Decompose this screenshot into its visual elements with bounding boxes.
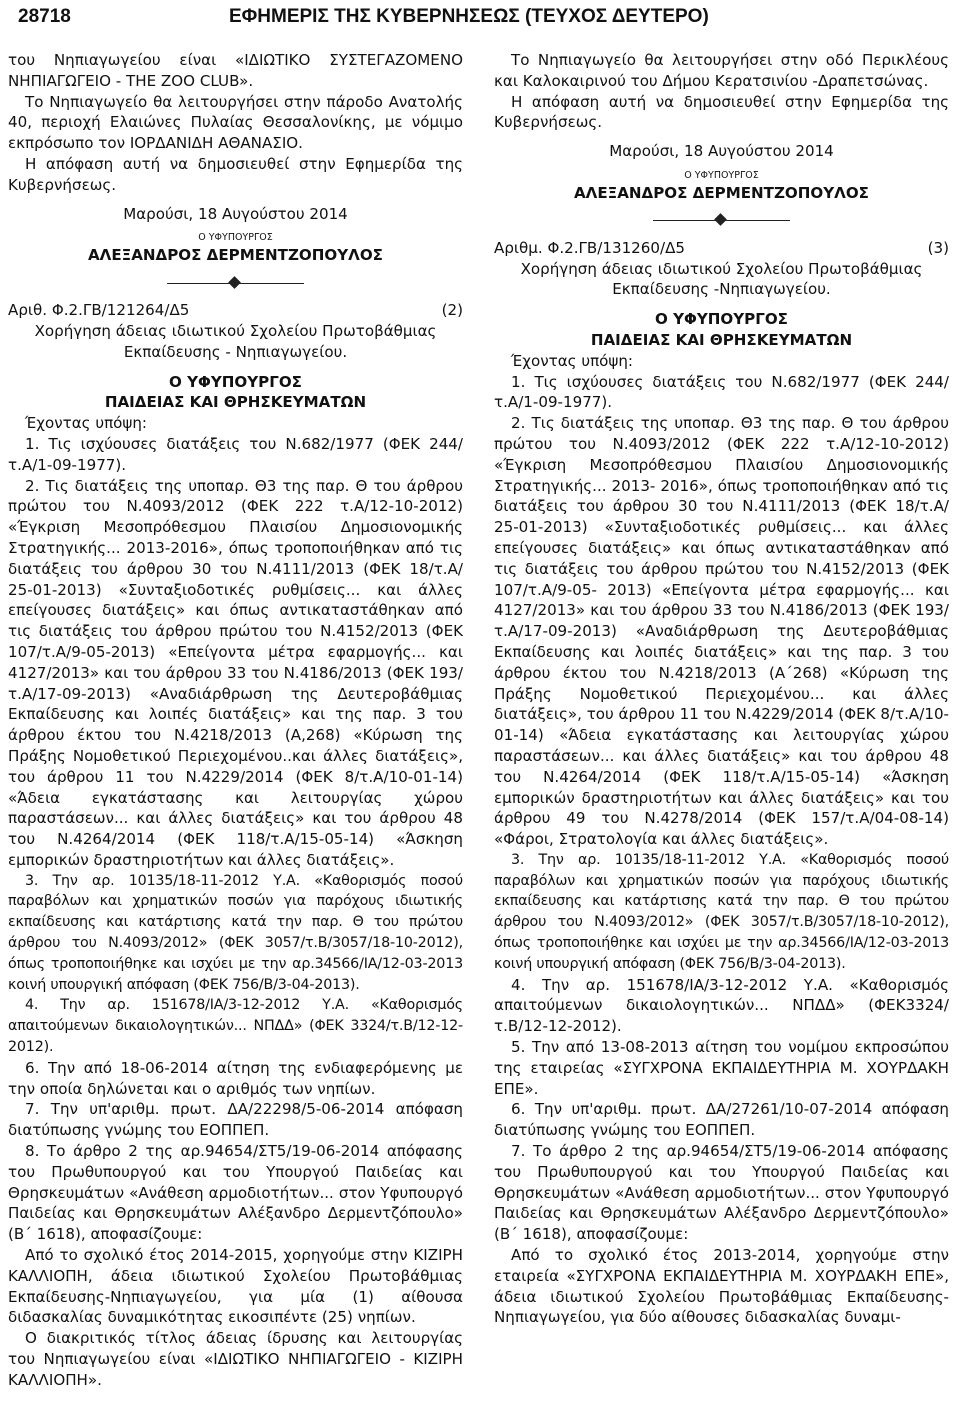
signer-name: ΑΛΕΞΑΝΔΡΟΣ ΔΕΡΜΕΝΤΖΟΠΟΥΛΟΣ: [88, 246, 383, 265]
decision-text: Από το σχολικό έτος 2014-2015, χορηγούμε στην ΚΙΖΙΡΗ ΚΑΛΛΙΟΠΗ, άδεια ιδιωτικού Σχολείου Πρωτοβάθμιας Εκπαίδευσης-Νηπιαγωγείου, για μία (1) αίθουσα διδασκαλίας δυναμικότητας εικοσιπέντε (25) νηπίων.: [8, 1246, 463, 1327]
clause-8: 8. Το άρθρο 2 της αρ.94654/ΣΤ5/19-06-2014 απόφασης του Πρωθυπουργού και του Υπουργού Παιδείας και Θρησκευμάτων «Ανάθεση αρμοδιοτήτων... στον Υφυπουργό Παιδείας και Θρησκευμάτων Αλέξανδρο Δερμεντζόπουλο» (Β΄ 1618), αποφασίζουμε:: [8, 1142, 463, 1244]
having-regard: Έχοντας υπόψη:: [511, 351, 634, 370]
signer-role: Ο ΥΦΥΠΟΥΡΓΟΣ: [198, 232, 273, 244]
clause-5: 5. Την από 13-08-2013 αίτηση του νομίμου εκπροσώπου της εταιρείας «ΣΥΓΧΡΟΝΑ ΕΚΠΑΙΔΕΥΤΗΡΙΑ Μ. ΧΟΥΡΔΑΚΗ ΕΠΕ».: [494, 1038, 949, 1098]
decision-text: Ο διακριτικός τίτλος άδειας ίδρυσης και λειτουργίας του Νηπιαγωγείου είναι «ΙΔΙΩΤΙΚΟ ΝΗΠΙΑΓΩΓΕΙΟ - ΚΙΖΙΡΗ ΚΑΛΛΙΟΠΗ».: [8, 1329, 463, 1389]
gazette-title: ΕΦΗΜΕΡΙΣ ΤΗΣ ΚΥΒΕΡΝΗΣΕΩΣ (ΤΕΥΧΟΣ ΔΕΥΤΕΡΟ): [229, 6, 709, 27]
paragraph: του Νηπιαγωγείου είναι «ΙΔΙΩΤΙΚΟ ΣΥΣΤΕΓΑΖΟΜΕΝΟ ΝΗΠΙΑΓΩΓΕΙΟ - THE ZOO CLUB».: [8, 51, 463, 90]
page-header: [18, 6, 953, 36]
left-column: [8, 50, 463, 1391]
clause-7: 7. Το άρθρο 2 της αρ.94654/ΣΤ5/19-06-2014 απόφασης του Πρωθυπουργού και του Υπουργού Παιδείας και Θρησκευμάτων «Ανάθεση αρμοδιοτήτων... στον Υφυπουργό Παιδείας και Θρησκευμάτων Αλέξανδρο Δερμεντζόπουλο» (Β΄ 1618), αποφασίζουμε:: [494, 1142, 949, 1244]
clause-4: 4. Την αρ. 151678/ΙΑ/3-12-2012 Υ.Α. «Καθορισμός απαιτούμενων δικαιολογητικών... ΝΠΔΔ» (ΦΕΚ3324/ τ.Β/12-12-2012).: [494, 975, 949, 1036]
section-separator: [8, 266, 463, 300]
clause-2: 2. Τις διατάξεις της υποπαρ. Θ3 της παρ. Θ του άρθρου πρώτου του Ν.4093/2012 (ΦΕΚ 222 τ.Α/12-10-2012) «Έγκριση Μεσοπρόθεσμου Πλαισίου Δημοσιονομικής Στρατηγικής... 2013-2016», όπως τροποποιήθηκαν από τις διατάξεις του άρθρου 30 του Ν.4111/2013 (ΦΕΚ 18/τ.Α/ 25-01-2013) «Συνταξιοδοτικές ρυθμίσεις... και άλλες επείγουσες διατάξεις» και όπως αντικαταστάθηκαν από τις διατάξεις του άρθρου πρώτου του Ν.4152/2013 (ΦΕΚ 107/τ.Α/9-05-2013) «Επείγοντα μέτρα εφαρμογής... και 4127/2013» και του άρθρου 33 του Ν.4186/2013 (ΦΕΚ 193/τ.Α/17-09-2013) «Αναδιάρθρωση της Δευτεροβάθμιας Εκπαίδευσης και λοιπές διατάξεις» και της παρ. 3 του άρθρου έκτου του Ν.4218/2013 (Α,268) «Κύρωση της Πράξης Νομοθετικού Περιεχομένου..και άλλες διατάξεις», του άρθρου 11 του Ν.4229/2014 (ΦΕΚ 8/τ.Α/10-01-14) «Άδεια εγκατάστασης και λειτουργίας χώρου παραστάσεων... και άλλες διατάξεις» και του άρθρου 48 του Ν.4264/2014 (ΦΕΚ 118/τ.Α/15-05-14) «Άσκηση εμπορικών δραστηριοτήτων και άλλες διατάξεις».: [8, 476, 463, 869]
diamond-icon: [714, 213, 727, 226]
clause-1: 1. Τις ισχύουσες διατάξεις του Ν.682/1977 (ΦΕΚ 244/ τ.Α/1-09-1977).: [494, 372, 949, 412]
clause-3: 3. Την αρ. 10135/18-11-2012 Υ.Α. «Καθορισμός ποσού παραβόλων και χρηματικών ποσών για παρόχους ιδιωτικής εκπαίδευσης και κατάρτισης κατά την παρ. Θ του πρώτου άρθρου του Ν.4093/2012» (ΦΕΚ 3057/τ.Β/3057/18-10-2012), όπως τροποποιήθηκε και ισχύει με την αρ.34566/ΙΑ/12-03-2013 κοινή υπουργική απόφαση (ΦΕΚ 756/Β/3-04-2013).: [8, 872, 463, 993]
decision-reference: [494, 238, 949, 259]
clause-6: 6. Την υπ'αριθμ. πρωτ. ΔΑ/27261/10-07-2014 απόφαση διατύπωσης γνώμης του ΕΟΠΠΕΠ.: [494, 1100, 949, 1140]
having-regard: Έχοντας υπόψη:: [25, 414, 148, 433]
decision-reference: [8, 300, 463, 321]
paragraph: Το Νηπιαγωγείο θα λειτουργήσει στην πάροδο Ανατολής 40, περιοχή Ελαιώνες Πυλαίας Θεσσαλονίκης, με νόμιμο εκπρόσωπο τον ΙΟΡΔΑΝΙΔΗ ΑΘΑΝΑΣΙΟ.: [8, 92, 463, 153]
signature-date: Μαρούσι, 18 Αυγούστου 2014: [609, 142, 834, 161]
clause-6: 6. Την από 18-06-2014 αίτηση της ενδιαφερόμενης με την οποία δηλώνεται και ο αριθμός των νηπίων.: [8, 1058, 463, 1098]
reference-number: Αριθ. Φ.2.ΓΒ/121264/Δ5: [8, 301, 190, 320]
reference-index: (2): [441, 301, 463, 320]
decision-subject: Χορήγηση άδειας ιδιωτικού Σχολείου Πρωτοβάθμιας Εκπαίδευσης -Νηπιαγωγείου.: [520, 259, 923, 299]
section-separator: [494, 204, 949, 238]
reference-index: (3): [927, 238, 949, 257]
signer-role: Ο ΥΦΥΠΟΥΡΓΟΣ: [684, 169, 759, 181]
clause-4: 4. Την αρ. 151678/ΙΑ/3-12-2012 Υ.Α. «Καθορισμός απαιτούμενων δικαιολογητικών... ΝΠΔΔ» (ΦΕΚ 3324/τ.Β/12-12-2012).: [8, 997, 463, 1056]
right-column: [494, 50, 949, 1328]
clause-2: 2. Τις διατάξεις της υποπαρ. Θ3 της παρ. Θ του άρθρου πρώτου του Ν.4093/2012 (ΦΕΚ 222 τ.Α/12-10-2012) «Έγκριση Μεσοπρόθεσμου Πλαισίου Δημοσιονομικής Στρατηγικής... 2013- 2016», όπως τροποποιήθηκαν από τις διατάξεις του άρθρου 30 του Ν.4111/2013 (ΦΕΚ 18/τ.Α/ 25-01-2013) «Συνταξιοδοτικές ρυθμίσεις... και άλλες επείγουσες διατάξεις» και όπως αντικαταστάθηκαν από τις διατάξεις του άρθρου πρώτου του Ν.4152/2013 (ΦΕΚ 107/τ.Α/9-05- 2013) «Επείγοντα μέτρα εφαρμογής... και 4127/2013» και του άρθρου 33 του Ν.4186/2013 (ΦΕΚ 193/τ.Α/17-09-2013) «Αναδιάρθρωση της Δευτεροβάθμιας Εκπαίδευσης και λοιπές διατάξεις» και της παρ. 3 του άρθρου έκτου του Ν.4218/2013 (Α΄268) «Κύρωση της Πράξης Νομοθετικού Περιεχομένου... και άλλες διατάξεις», του άρθρου 11 του Ν.4229/2014 (ΦΕΚ 8/τ.Α/10-01-14) «Άδεια εγκατάστασης και λειτουργίας χώρου παραστάσεων... και άλλες διατάξεις» και του άρθρου 48 του Ν.4264/2014 (ΦΕΚ 118/τ.Α/15-05-14) «Άσκηση εμπορικών δραστηριοτήτων και άλλες διατάξεις» και του άρθρου 49 του Ν.4278/2014 (ΦΕΚ 157/τ.Α/04-08-14) «Φάροι, Στρατολογία και άλλες διατάξεις».: [494, 414, 949, 849]
signer-name: ΑΛΕΞΑΝΔΡΟΣ ΔΕΡΜΕΝΤΖΟΠΟΥΛΟΣ: [574, 183, 869, 202]
page-number: 28718: [18, 6, 71, 27]
authority-heading: Ο ΥΦΥΠΟΥΡΓΟΣ: [655, 310, 788, 329]
signature-date: Μαρούσι, 18 Αυγούστου 2014: [123, 204, 348, 223]
diamond-icon: [228, 276, 241, 289]
clause-3: 3. Την αρ. 10135/18-11-2012 Υ.Α. «Καθορισμός ποσού παραβόλων και χρηματικών ποσών για παρόχους ιδιωτικής εκπαίδευσης και κατάρτισης κατά την παρ. Θ του πρώτου άρθρου του Ν.4093/2012» (ΦΕΚ 3057/τ.Β/3057/18-10-2012), όπως τροποποιήθηκε και ισχύει με την αρ.34566/ΙΑ/12-03-2013 κοινή υπουργική απόφαση (ΦΕΚ 756/Β/3-04-2013).: [494, 851, 949, 972]
decision-subject: Χορήγηση άδειας ιδιωτικού Σχολείου Πρωτοβάθμιας Εκπαίδευσης - Νηπιαγωγείου.: [34, 321, 437, 361]
ministry-heading: ΠΑΙΔΕΙΑΣ ΚΑΙ ΘΡΗΣΚΕΥΜΑΤΩΝ: [590, 330, 853, 349]
paragraph: Το Νηπιαγωγείο θα λειτουργήσει στην οδό Περικλέους και Καλοκαιρινού του Δήμου Κερατσινίου -Δραπετσώνας.: [494, 51, 949, 90]
clause-7: 7. Την υπ'αριθμ. πρωτ. ΔΑ/22298/5-06-2014 απόφαση διατύπωσης γνώμης του ΕΟΠΠΕΠ.: [8, 1100, 463, 1140]
clause-1: 1. Τις ισχύουσες διατάξεις του Ν.682/1977 (ΦΕΚ 244/ τ.Α/1-09-1977).: [8, 434, 463, 474]
reference-number: Αριθμ. Φ.2.ΓΒ/131260/Δ5: [494, 238, 686, 257]
ministry-heading: ΠΑΙΔΕΙΑΣ ΚΑΙ ΘΡΗΣΚΕΥΜΑΤΩΝ: [104, 393, 367, 412]
decision-text: Από το σχολικό έτος 2013-2014, χορηγούμε στην εταιρεία «ΣΥΓΧΡΟΝΑ ΕΚΠΑΙΔΕΥΤΗΡΙΑ Μ. ΧΟΥΡΔΑΚΗ ΕΠΕ», άδεια ιδιωτικού Σχολείου Πρωτοβάθμιας Εκπαίδευσης-Νηπιαγωγείου, για δύο αίθουσες διδασκαλίας δυναμι-: [494, 1246, 949, 1327]
paragraph: Η απόφαση αυτή να δημοσιευθεί στην Εφημερίδα της Κυβερνήσεως.: [8, 154, 463, 194]
authority-heading: Ο ΥΦΥΠΟΥΡΓΟΣ: [169, 372, 302, 391]
paragraph: Η απόφαση αυτή να δημοσιευθεί στην Εφημερίδα της Κυβερνήσεως.: [494, 92, 949, 132]
